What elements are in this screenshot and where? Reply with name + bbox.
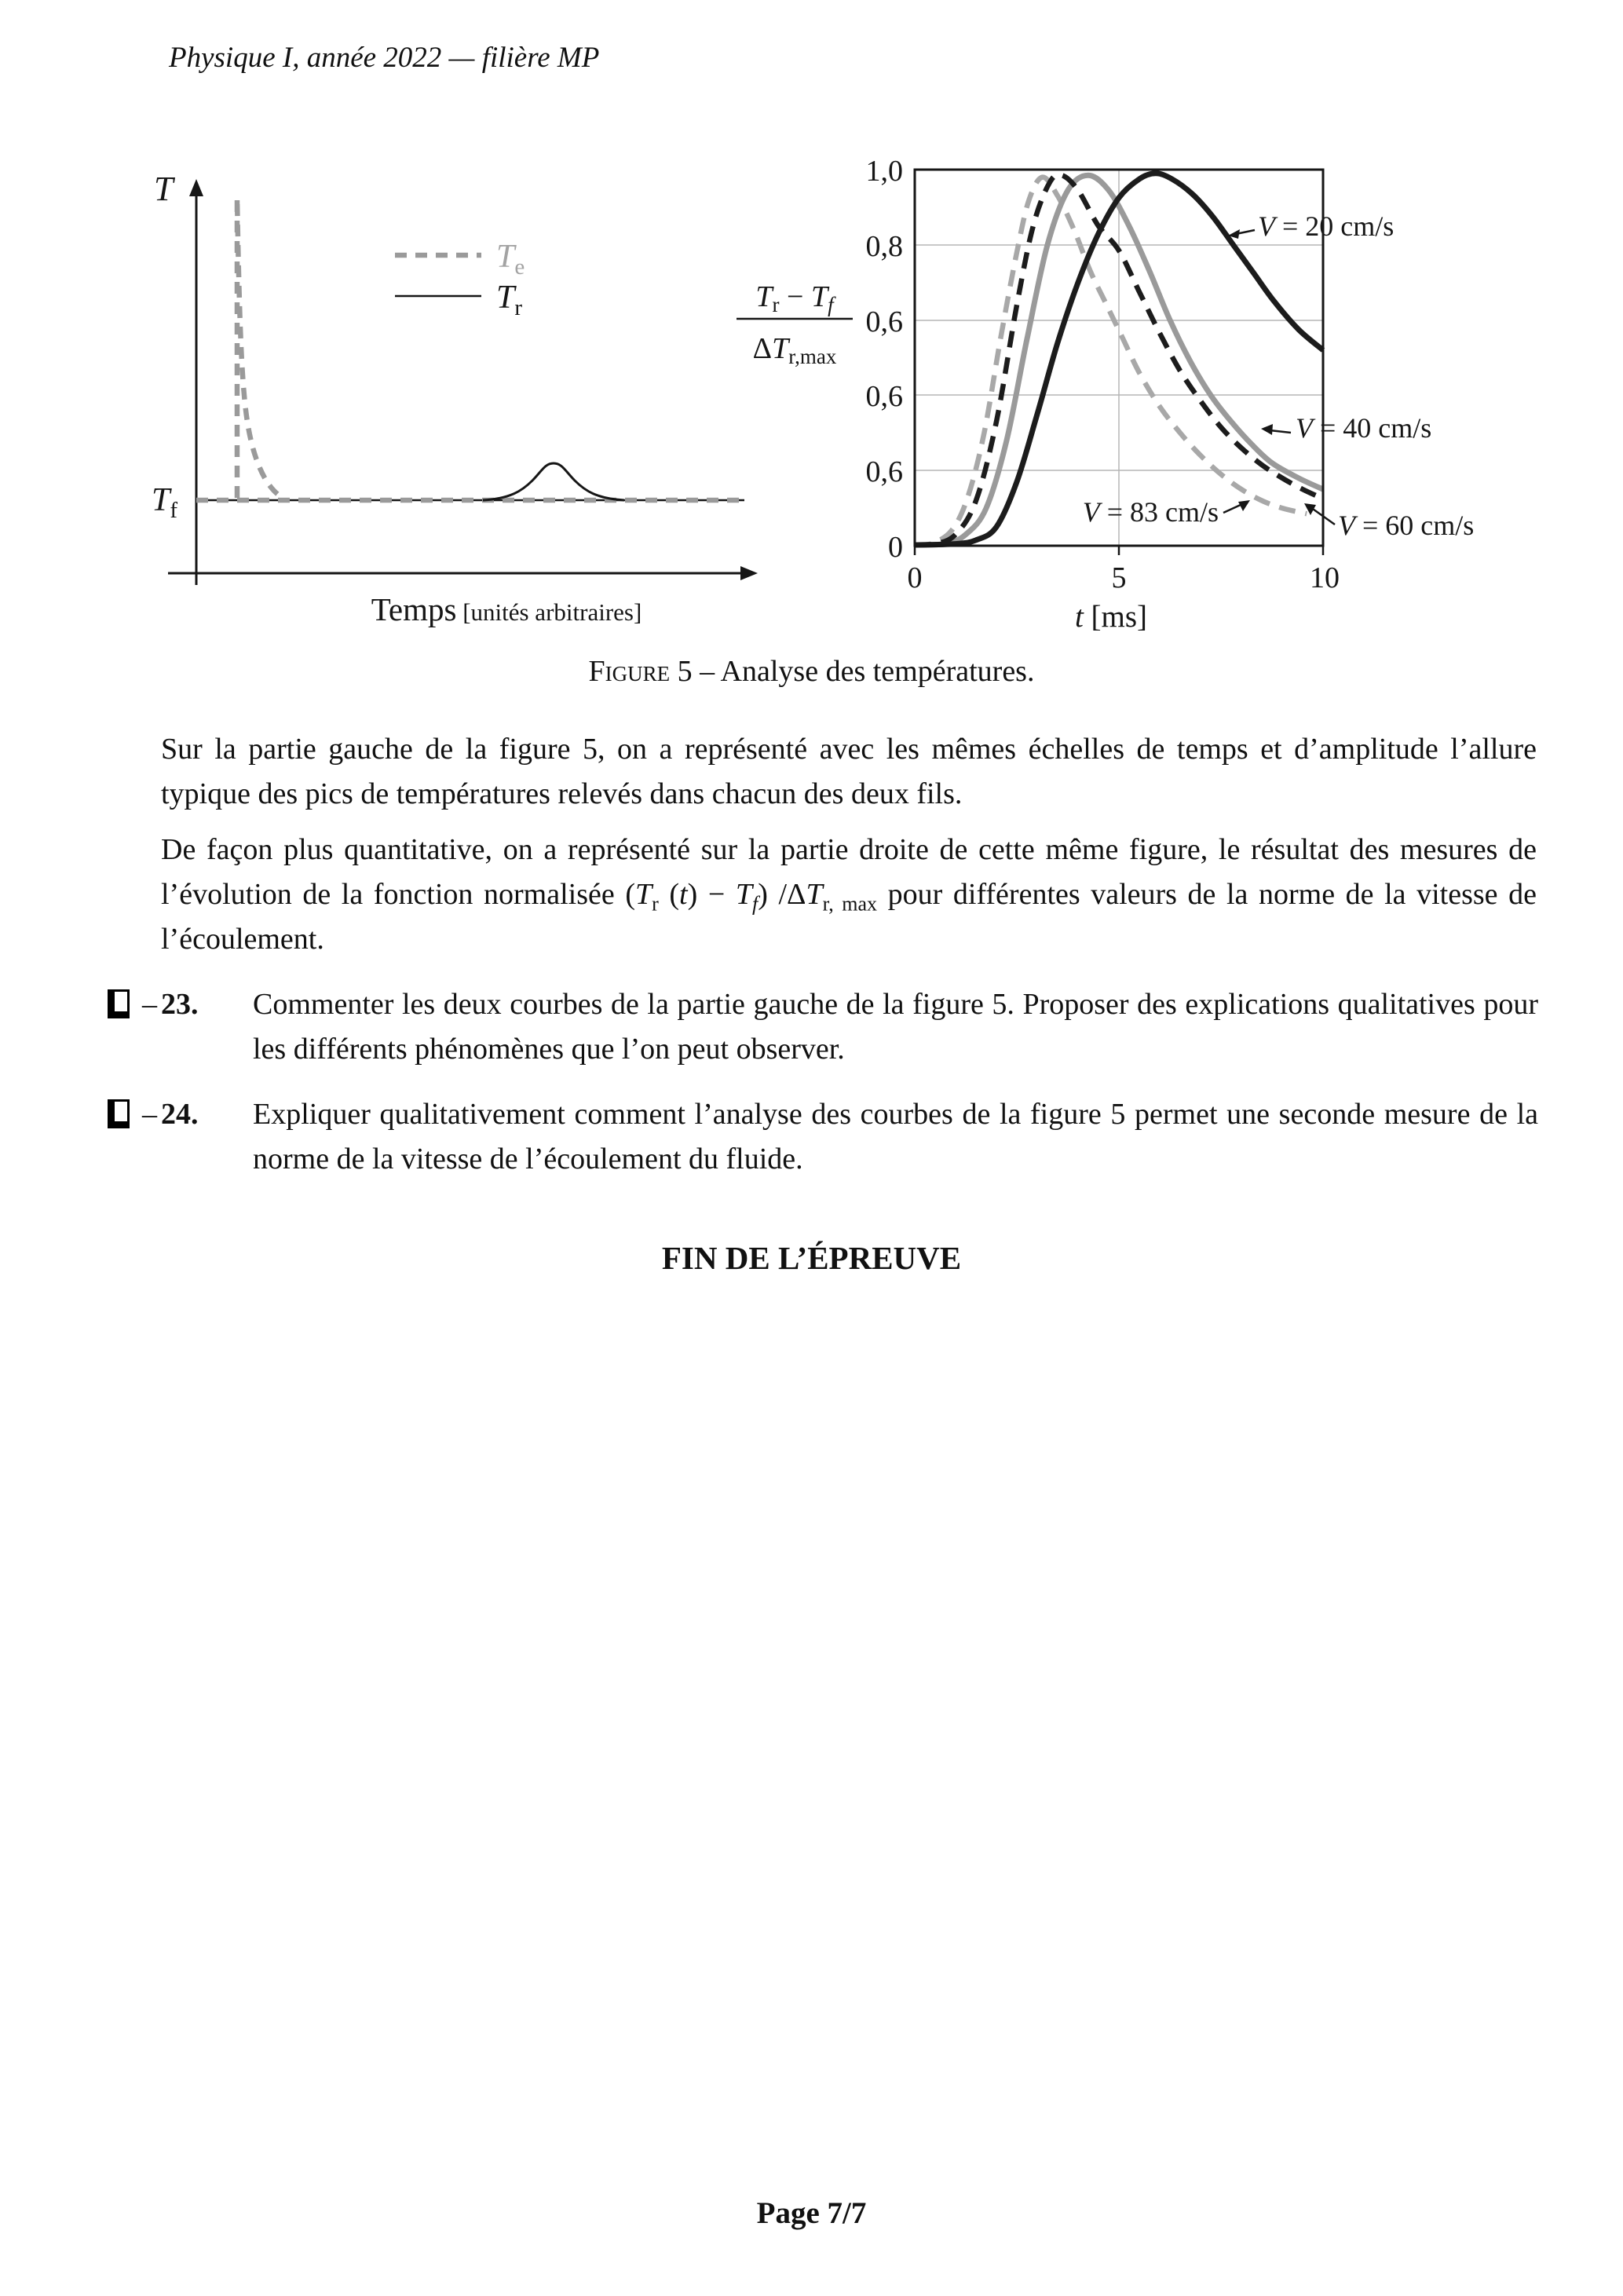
page-number: Page 7/7 [756, 2196, 867, 2230]
x-ticks-marks [915, 546, 1323, 555]
figure-caption-label: Figure [588, 655, 671, 688]
right-x-axis-label: t [ms] [1074, 600, 1148, 634]
y-tick: 1,0 [865, 155, 903, 188]
question-dash: – [142, 988, 157, 1021]
fraction-denominator: ΔTr,max [752, 332, 837, 368]
x-tick-labels [908, 561, 1340, 594]
legend-te-label: $T_e$ [496, 239, 525, 280]
checkbox-icon [108, 1099, 130, 1128]
checkbox-icon [108, 989, 130, 1018]
y-tick: 0,6 [865, 380, 903, 413]
question-text: Commenter les deux courbes de la partie gauche de la figure 5. Proposer des explications qualitatives pour les différents phénomènes que l’on peut observer. [253, 988, 1538, 1066]
left-legend [395, 239, 525, 320]
question-text: Expliquer qualitativement comment l’analyse des courbes de la figure 5 permet une seconde mesure de la norme de la vitesse de l’écoulement du fluide. [253, 1098, 1538, 1175]
annotations [1083, 210, 1475, 541]
x-tick: 0 [907, 561, 923, 594]
arrow-icon [1261, 424, 1273, 435]
right-plot [866, 155, 1475, 634]
annotation-v60: V = 60 cm/s [1338, 510, 1475, 541]
legend-tr-label: $T_r$ [496, 280, 523, 320]
end-of-exam-title: FIN DE L’ÉPREUVE [661, 1240, 962, 1276]
left-tf-label: $T_f$ [152, 482, 178, 523]
x-tick: 5 [1111, 561, 1127, 594]
x-tick: 10 [1310, 561, 1340, 594]
right-plot-ylabel [737, 280, 853, 368]
question-number: 24. [161, 1098, 199, 1131]
annotation-v40: V = 40 cm/s [1296, 412, 1432, 444]
paragraph-1: Sur la partie gauche de la figure 5, on a représenté avec les mêmes échelles de temps et d’amplitude l’allure typique des pics de températures relevés dans chacun des deux fils. [161, 733, 1537, 810]
inline-formula: ($T_r$ $(t) - T_f$) $/\Delta T_{r, max}$ [625, 878, 878, 916]
figure-caption-text: 5 – Analyse des températures. [670, 655, 1035, 688]
left-x-axis-arrow-icon [740, 566, 758, 580]
y-tick: 0,6 [865, 305, 903, 338]
figure-5 [110, 130, 1623, 656]
question-24 [106, 1092, 1538, 1182]
page-title: Physique I, année 2022 — filière MP [169, 42, 600, 74]
y-tick-labels [866, 155, 904, 564]
question-23 [106, 982, 1538, 1072]
annotation-v83: V = 83 cm/s [1082, 496, 1219, 528]
curve-te-spike [237, 198, 284, 499]
y-tick: 0,6 [865, 455, 903, 488]
left-y-axis-label: T [154, 170, 174, 208]
annotation-v20: V = 20 cm/s [1258, 210, 1395, 242]
left-plot [152, 170, 758, 627]
paragraph-2: De façon plus quantitative, on a représenté sur la partie droite de cette même figure, le résultat des mesures de l’évolution de la fonction normalisée ($T_r$ $(t) - T_f$) $/\Delta T_{r, max}$ pour différentes valeurs de la norme de la vitesse de l’écoulement. [161, 833, 1537, 956]
left-y-axis-arrow-icon [189, 179, 203, 196]
question-number: 23. [161, 988, 199, 1021]
y-tick: 0,8 [865, 230, 903, 263]
question-dash: – [142, 1098, 157, 1131]
figure-caption [0, 654, 1623, 689]
left-x-axis-label: Temps [unités arbitraires] [371, 591, 642, 627]
fraction-numerator: Tr − Tf [755, 280, 834, 316]
y-tick: 0 [888, 531, 903, 564]
curve-tr-bump [483, 463, 624, 500]
